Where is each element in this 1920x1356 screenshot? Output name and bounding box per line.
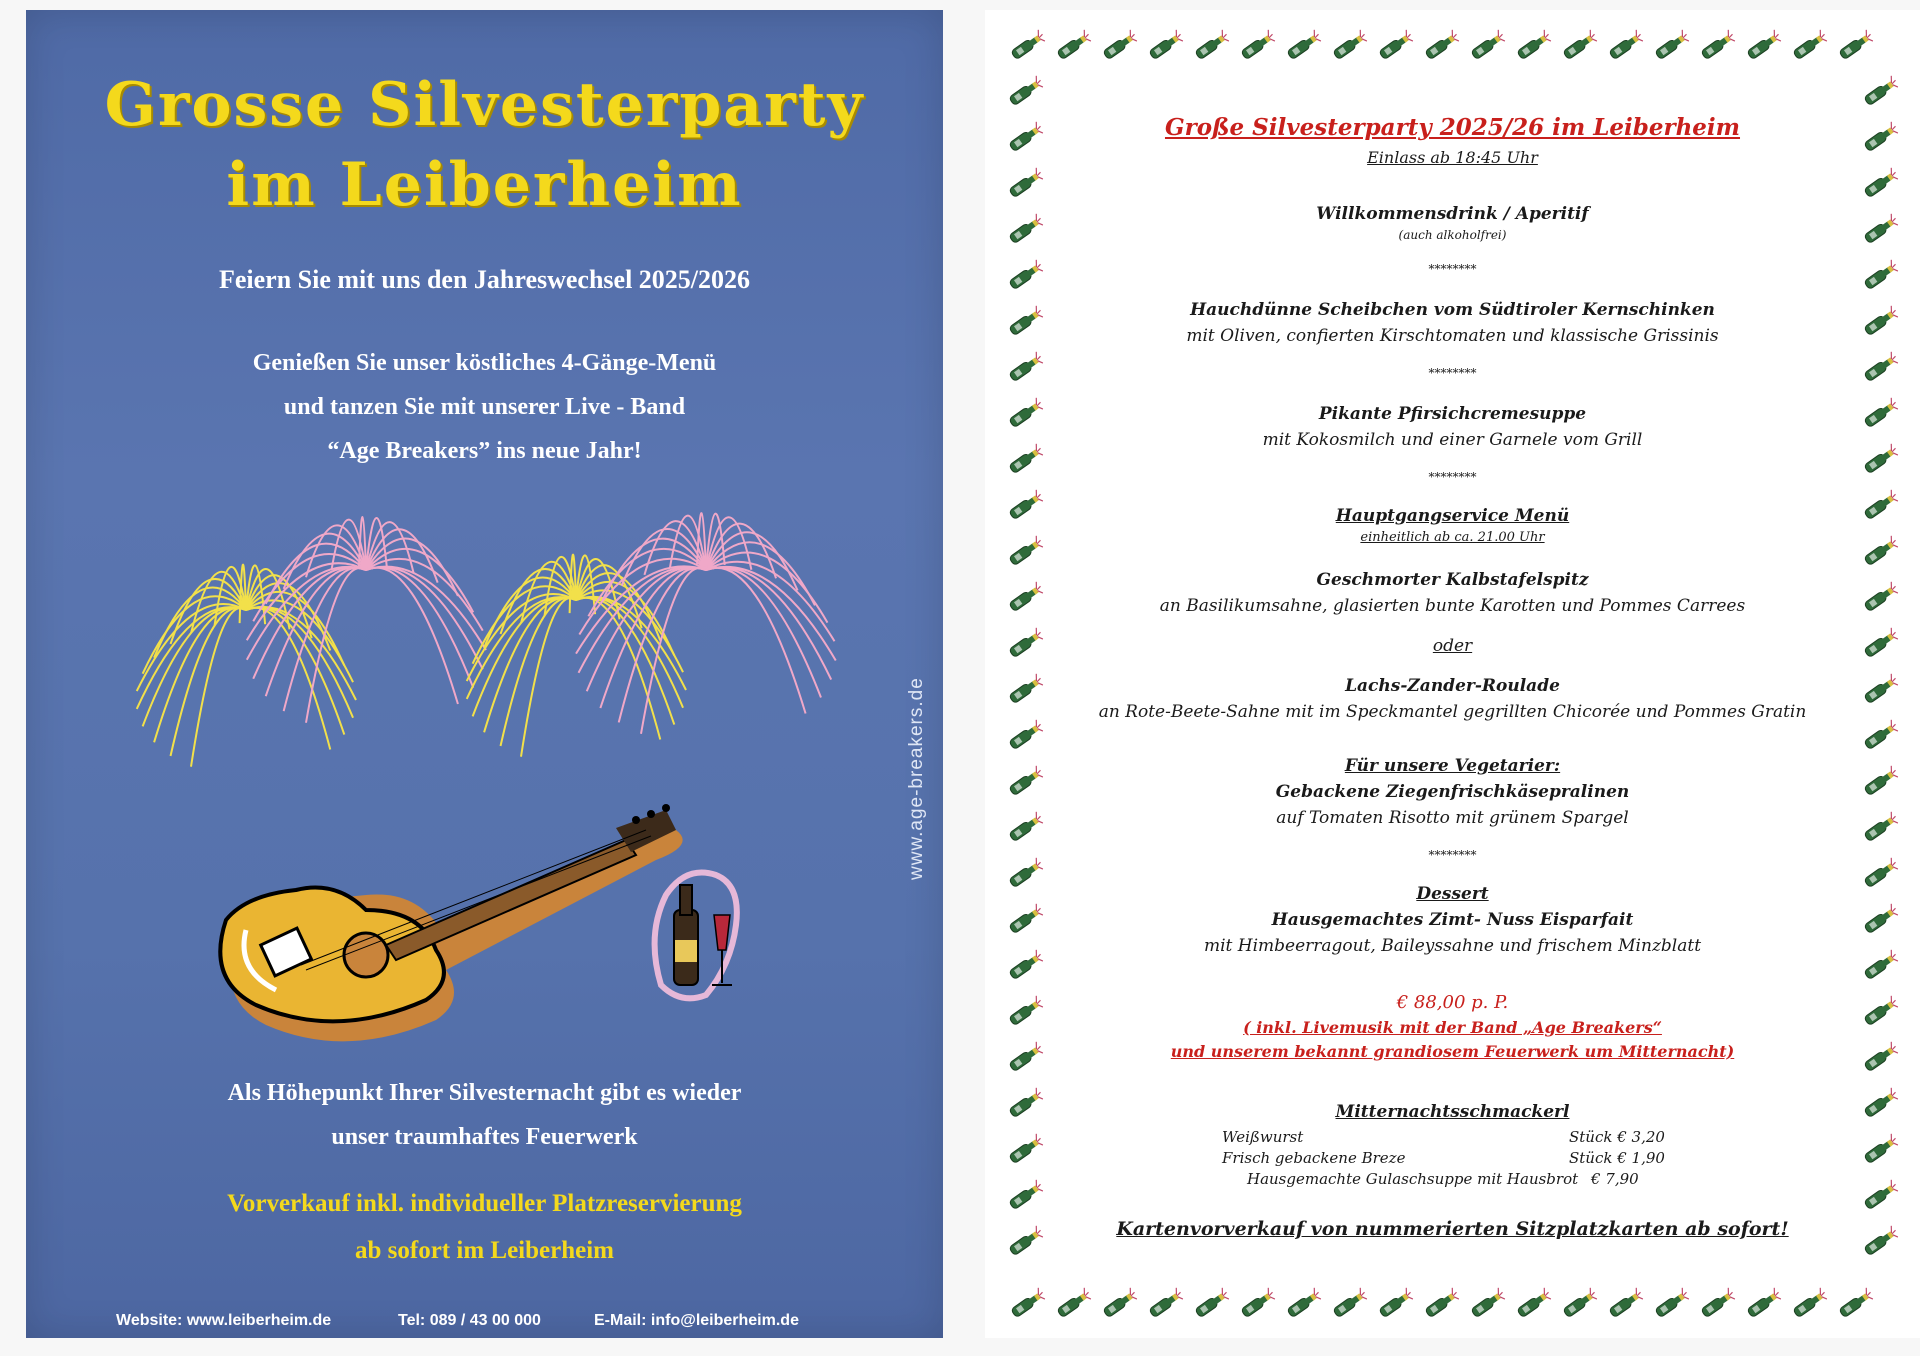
firework-streak: [706, 542, 815, 605]
champagne-bottle-icon: [1327, 24, 1367, 64]
champagne-bottle-icon: [1787, 24, 1827, 64]
main1-desc: an Basilikumsahne, glasierten bunte Karotten und Pommes Carrees: [1159, 596, 1746, 616]
champagne-bottle-icon: [1051, 24, 1091, 64]
champagne-bottle-icon: [1005, 1282, 1045, 1322]
fireworks-illustration: [126, 490, 846, 790]
flyer-title-line1: Grosse Silvesterparty: [104, 70, 865, 140]
flyer-highlight-line2: unser traumhaftes Feuerwerk: [331, 1124, 638, 1150]
main-time: einheitlich ab ca. 21.00 Uhr: [1360, 530, 1545, 545]
champagne-bottle-icon: [1097, 24, 1137, 64]
champagne-bottle-icon: [1373, 24, 1413, 64]
champagne-bottle-icon: [1189, 24, 1229, 64]
firework-streak: [467, 597, 576, 699]
champagne-bottle-icon: [1419, 24, 1459, 64]
separator-2: ********: [1428, 366, 1477, 380]
price-note-1: ( inkl. Livemusik mit der Band „Age Breakers“: [1243, 1018, 1662, 1037]
champagne-bottle-icon: [1281, 24, 1321, 64]
dessert-heading: Dessert: [1416, 884, 1489, 904]
champagne-bottle-icon: [1858, 70, 1898, 110]
menu-price: € 88,00 p. P.: [1396, 992, 1509, 1013]
firework-streak: [576, 555, 595, 614]
separator-1: ********: [1428, 262, 1477, 276]
footer-tel: Tel: 089 / 43 00 000: [398, 1312, 541, 1329]
soup-desc: mit Kokosmilch und einer Garnele vom Grill: [1262, 430, 1643, 450]
snack-name: Hausgemachte Gulaschsuppe mit Hausbrot: [1247, 1170, 1579, 1188]
champagne-bottle-icon: [1557, 24, 1597, 64]
champagne-bottle-icon: [1511, 24, 1551, 64]
firework-pink-right: [576, 513, 836, 734]
firework-streak: [366, 568, 458, 704]
flyer-menu-line2: und tanzen Sie mit unserer Live - Band: [283, 394, 686, 420]
admission-time: Einlass ab 18:45 Uhr: [1367, 148, 1538, 167]
main-heading: Hauptgangservice Menü: [1335, 506, 1570, 526]
champagne-bottle-icon: [1051, 1282, 1091, 1322]
soup-title: Pikante Pfirsichcremesuppe: [1318, 404, 1587, 424]
champagne-bottle-icon: [1327, 1282, 1367, 1322]
welcome-drink: Willkommensdrink / Aperitif: [1316, 204, 1589, 224]
menu-title: Große Silvesterparty 2025/26 im Leiberheim: [1164, 114, 1741, 141]
ticket-presale: Kartenvorverkauf von nummerierten Sitzplatzkarten ab sofort!: [1116, 1218, 1789, 1240]
firework-streak: [137, 607, 246, 709]
firework-streak: [246, 600, 353, 682]
champagne-bottle-icon: [1235, 1282, 1275, 1322]
champagne-bottle-icon: [1695, 24, 1735, 64]
vertical-website-url: www.age-breakers.de: [906, 677, 927, 880]
champagne-bottle-icon: [1465, 1282, 1505, 1322]
firework-streak: [246, 607, 353, 717]
menu-card: [985, 10, 1920, 1338]
separator-3: ********: [1428, 470, 1477, 484]
firework-streak: [171, 608, 246, 756]
champagne-bottle-icon: [1003, 162, 1043, 202]
firework-streak: [521, 598, 576, 757]
firework-streak: [246, 608, 330, 750]
champagne-bottle-icon: [1419, 1282, 1459, 1322]
flyer-intro: Feiern Sie mit uns den Jahreswechsel 2025/2026: [218, 265, 751, 294]
flyer-menu-line1: Genießen Sie unser köstliches 4-Gänge-Menü: [252, 350, 717, 376]
champagne-bottle-icon: [1858, 162, 1898, 202]
champagne-bottle-icon: [1603, 1282, 1643, 1322]
price-note-2: und unserem bekannt grandiosem Feuerwerk um Mitternacht): [1170, 1042, 1735, 1061]
champagne-bottle-icon: [1235, 24, 1275, 64]
flyer-highlight-line1: Als Höhepunkt Ihrer Silvesternacht gibt es wieder: [227, 1080, 742, 1106]
champagne-bottle-icon: [1511, 1282, 1551, 1322]
champagne-bottle-icon: [1741, 1282, 1781, 1322]
snack-price: Stück € 3,20: [1569, 1128, 1665, 1146]
champagne-bottle-icon: [1649, 1282, 1689, 1322]
main1-title: Geschmorter Kalbstafelspitz: [1316, 570, 1589, 590]
veg-title: Gebackene Ziegenfrischkäsepralinen: [1275, 782, 1630, 802]
champagne-illustration: [646, 855, 756, 1005]
firework-yellow-left: [137, 565, 356, 767]
champagne-bottle-icon: [1858, 1174, 1898, 1214]
champagne-bottle-icon: [1097, 1282, 1137, 1322]
welcome-note: (auch alkoholfrei): [1398, 228, 1507, 242]
footer-website: Website: www.leiberheim.de: [116, 1312, 332, 1329]
champagne-bottle-icon: [1143, 24, 1183, 64]
champagne-bottle-icon: [1003, 1128, 1043, 1168]
snack-name: Weißwurst: [1222, 1128, 1304, 1146]
starter-desc: mit Oliven, confierten Kirschtomaten und klassische Grissinis: [1186, 326, 1719, 346]
flyer-presale-line1: Vorverkauf inkl. individueller Platzreservierung: [227, 1190, 742, 1217]
main2-title: Lachs-Zander-Roulade: [1345, 676, 1560, 696]
champagne-bottle-icon: [1281, 1282, 1321, 1322]
firework-streak: [191, 608, 246, 767]
snack-name: Frisch gebackene Breze: [1222, 1149, 1406, 1167]
snack-price: Stück € 1,90: [1569, 1149, 1665, 1167]
starter-title: Hauchdünne Scheibchen vom Südtiroler Kernschinken: [1190, 300, 1715, 320]
firework-streak: [501, 598, 576, 746]
champagne-bottle-icon: [1003, 70, 1043, 110]
veg-desc: auf Tomaten Risotto mit grünem Spargel: [1276, 808, 1629, 828]
dessert-title: Hausgemachtes Zimt- Nuss Eisparfait: [1271, 910, 1634, 930]
firework-streak: [600, 568, 706, 708]
or-divider: oder: [1432, 636, 1473, 656]
champagne-bottle-icon: [1005, 24, 1045, 64]
footer-email: E-Mail: info@leiberheim.de: [594, 1312, 799, 1329]
champagne-bottle-icon: [1695, 1282, 1735, 1322]
flyer-menu-line3: “Age Breakers” ins neue Jahr!: [327, 438, 642, 464]
snack-price: € 7,90: [1591, 1170, 1639, 1188]
champagne-bottle-icon: [1741, 24, 1781, 64]
firework-streak: [706, 568, 806, 714]
flyer-title-line2: im Leiberheim: [226, 150, 743, 220]
snacks-heading: Mitternachtsschmackerl: [1335, 1102, 1570, 1122]
veg-heading: Für unsere Vegetarier:: [1344, 756, 1561, 776]
champagne-bottle-icon: [1603, 24, 1643, 64]
main2-desc: an Rote-Beete-Sahne mit im Speckmantel gegrillten Chicorée und Pommes Gratin: [1098, 702, 1807, 722]
firework-pink-left: [247, 517, 486, 723]
champagne-bottle-icon: [1557, 1282, 1597, 1322]
champagne-bottle-icon: [1858, 1128, 1898, 1168]
flyer-presale-line2: ab sofort im Leiberheim: [355, 1237, 614, 1264]
champagne-bottle-icon: [1833, 1282, 1873, 1322]
champagne-bottle-icon: [1649, 24, 1689, 64]
champagne-bottle-icon: [1833, 24, 1873, 64]
dessert-desc: mit Himbeerragout, Baileyssahne und frischem Minzblatt: [1203, 936, 1702, 956]
separator-4: ********: [1428, 848, 1477, 862]
champagne-bottle-icon: [1465, 24, 1505, 64]
champagne-bottle-icon: [1373, 1282, 1413, 1322]
champagne-bottle-icon: [1003, 1174, 1043, 1214]
champagne-bottle-icon: [1787, 1282, 1827, 1322]
champagne-bottle-icon: [1189, 1282, 1229, 1322]
champagne-bottle-icon: [1143, 1282, 1183, 1322]
party-flyer: [26, 10, 943, 1338]
